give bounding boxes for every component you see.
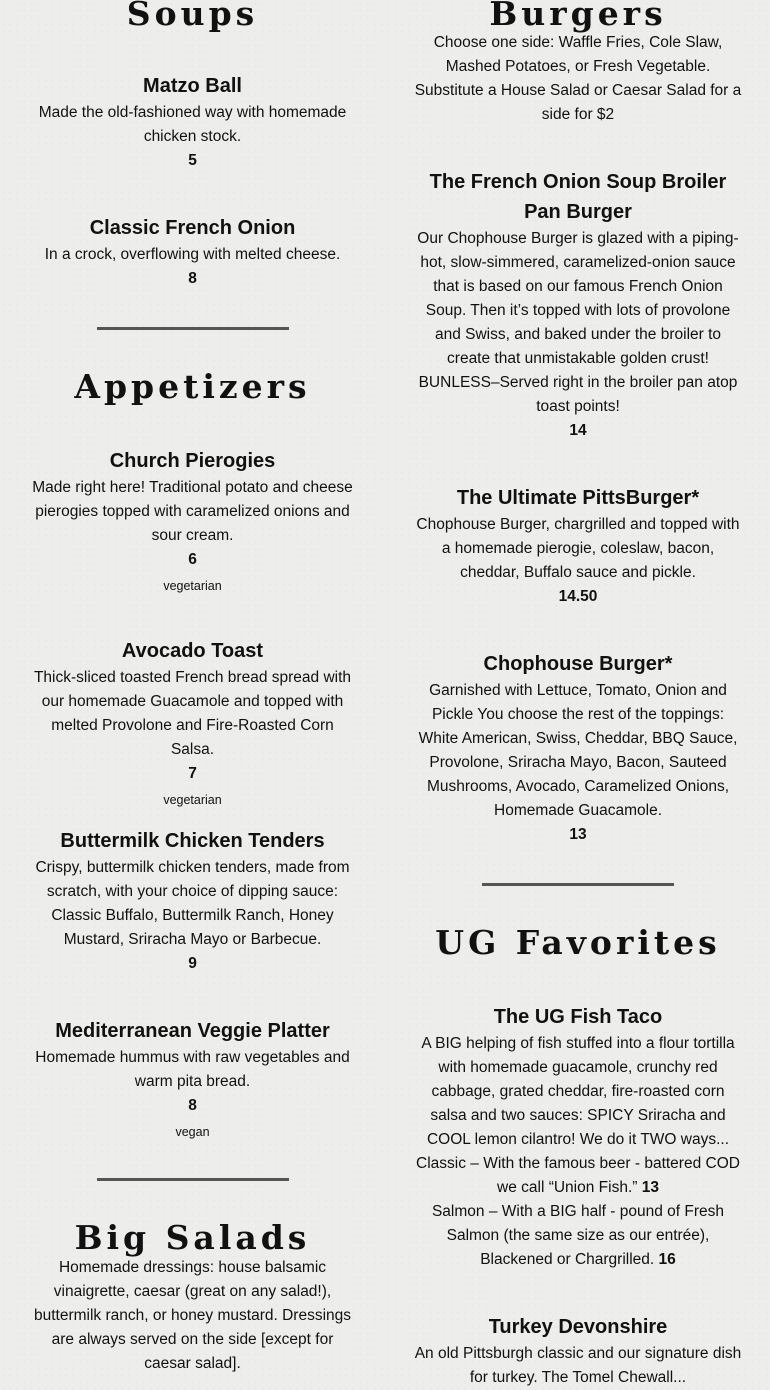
menu-item [414,1312,742,1390]
option-text: Classic – With the famous beer - battered COD we call “Union Fish.” [416,1155,740,1196]
item-name: The French Onion Soup Broiler Pan Burger [429,171,727,223]
item-name: Avocado Toast [121,640,264,662]
option-price: 16 [658,1251,676,1268]
item-price: 9 [188,955,197,972]
item-description: Chophouse Burger, chargrilled and topped with a homemade pierogie, coleslaw, bacon, cheddar, Buffalo sauce and pickle. [416,516,740,581]
item-option [414,1200,742,1272]
menu-item [30,636,355,814]
diet-tag: vegetarian [163,793,222,807]
item-name: Church Pierogies [109,450,276,472]
item-name: Turkey Devonshire [488,1316,668,1338]
item-price: 8 [188,270,197,287]
section-divider [97,1178,289,1181]
section-title-big-salads: Big Salads [74,1218,311,1257]
salads-section [30,1218,355,1258]
salads-intro: Homemade dressings: house balsamic vinaigrette, caesar (great on any salad!), buttermilk ranch, or honey mustard. Dressings are always served on the side [except for caesar salad]. [33,1259,352,1372]
menu-item [30,71,355,173]
section-title-appetizers: Appetizers [74,367,311,406]
menu-item [30,826,355,976]
burgers-section [414,0,742,34]
section-title-burgers: Burgers [489,0,667,33]
section-divider [97,327,289,330]
item-description: Thick-sliced toasted French bread spread with our homemade Guacamole and topped with melted Provolone and Fire-Roasted Corn Salsa. [33,669,352,758]
option-text: Salmon – With a BIG half - pound of Fresh Salmon (the same size as our entrée), Blackened or Chargrilled. [431,1203,725,1268]
diet-tag: vegan [175,1125,210,1139]
option-price: 13 [641,1179,659,1196]
menu-item [414,483,742,609]
item-name: Mediterranean Veggie Platter [55,1020,330,1042]
menu-item [30,446,355,600]
item-description: Made the old-fashioned way with homemade chicken stock. [38,104,347,145]
menu-item [30,1016,355,1146]
item-description: An old Pittsburgh classic and our signature dish for turkey. The Tomel Chewall... [414,1345,742,1386]
item-price: 14.50 [558,588,598,605]
item-name: Buttermilk Chicken Tenders [60,830,325,852]
item-name: The Ultimate PittsBurger* [456,487,700,509]
item-description: Our Chophouse Burger is glazed with a piping-hot, slow-simmered, caramelized-onion sauce that is based on our famous French Onion Soup. Then it’s topped with lots of provolone and Swiss, and baked under the broiler to create that unmistakable golden crust! BUNLESS–Served right in the broiler pan atop toast points! [417,230,739,415]
section-title-soups: Soups [126,0,259,33]
menu-item [414,1002,742,1272]
item-description: In a crock, overflowing with melted cheese. [44,246,341,263]
soups-section [30,0,355,34]
menu-item [414,167,742,443]
item-name: The UG Fish Taco [493,1006,663,1028]
item-option [414,1152,742,1200]
appetizers-section [30,367,355,407]
item-price: 7 [188,765,197,782]
item-name: Chophouse Burger* [483,653,673,675]
item-price: 13 [569,826,587,843]
item-price: 5 [188,152,197,169]
diet-tag: vegetarian [163,579,222,593]
item-price: 8 [188,1097,197,1114]
item-description: A BIG helping of fish stuffed into a flour tortilla with homemade guacamole, crunchy red cabbage, grated cheddar, fire-roasted corn salsa and two sauces: SPICY Sriracha and COOL lemon cilantro! We do it TWO ways... [421,1035,735,1148]
item-price: 6 [188,551,197,568]
burgers-intro: Choose one side: Waffle Fries, Cole Slaw, Mashed Potatoes, or Fresh Vegetable. Substitute a House Salad or Caesar Salad for a side for $2 [414,34,742,123]
item-description: Crispy, buttermilk chicken tenders, made from scratch, with your choice of dipping sauce: Classic Buffalo, Buttermilk Ranch, Honey Mustard, Sriracha Mayo or Barbecue. [35,859,350,948]
menu-item [414,649,742,847]
item-price: 14 [569,422,587,439]
item-description: Made right here! Traditional potato and cheese pierogies topped with caramelized onions and sour cream. [32,479,353,544]
item-name: Matzo Ball [143,75,242,97]
item-description: Homemade hummus with raw vegetables and warm pita bread. [35,1049,350,1090]
menu-item [30,213,355,291]
item-description: Garnished with Lettuce, Tomato, Onion and Pickle You choose the rest of the toppings: White American, Swiss, Cheddar, BBQ Sauce, Provolone, Sriracha Mayo, Bacon, Sauteed Mushrooms, Avocado, Caramelized Onions, Homemade Guacamole. [418,682,738,819]
favorites-section [414,923,742,963]
item-name: Classic French Onion [89,217,296,239]
section-divider [482,883,674,886]
section-title-ug-favorites: UG Favorites [435,923,721,962]
